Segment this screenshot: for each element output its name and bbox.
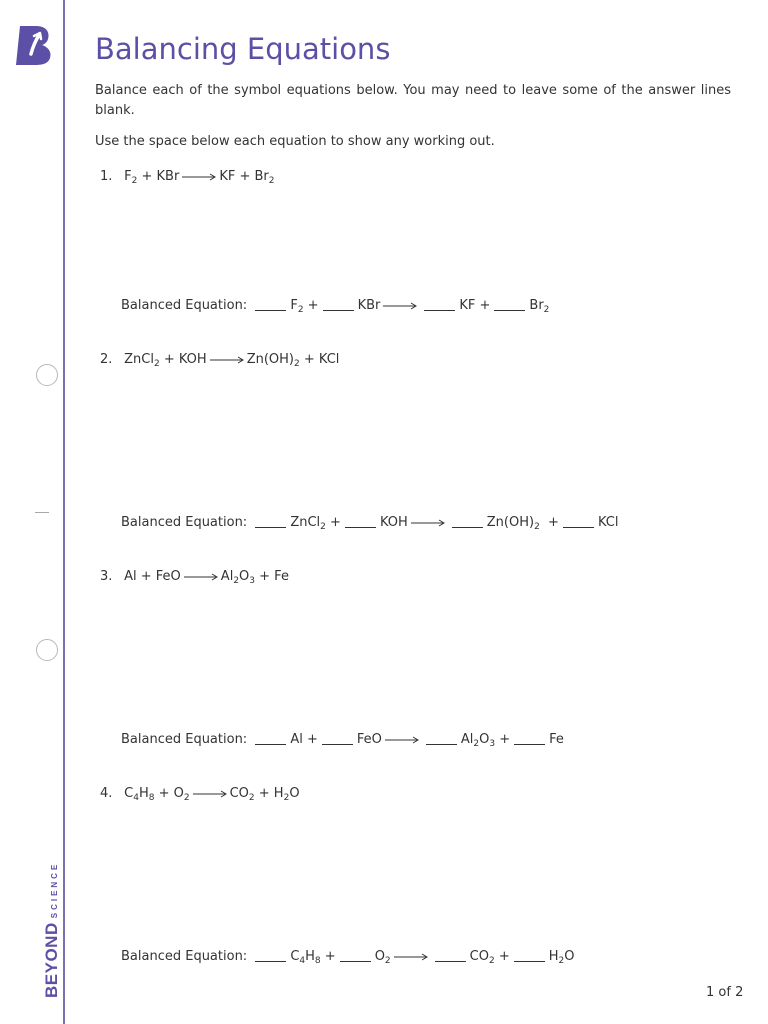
- arrow-icon: [385, 736, 419, 744]
- answer-blank[interactable]: [322, 744, 353, 745]
- question-number: 2.: [100, 352, 113, 367]
- arrow-icon: [394, 953, 428, 961]
- question-4: 4. $C_4H_8 + O_2$ $CO_2 + H_2O$: [100, 786, 300, 803]
- binder-hole-top: [36, 364, 58, 386]
- arrow-icon: [193, 790, 227, 798]
- answer-blank[interactable]: [494, 310, 525, 311]
- question-1: 1. $F_2$ + KBr KF + $Br_2$: [100, 169, 275, 186]
- fold-mark: [35, 512, 49, 513]
- page-indicator: 1 of 2: [706, 985, 744, 1000]
- margin-line: [63, 0, 65, 1024]
- question-number: 4.: [100, 786, 113, 801]
- answer-blank[interactable]: [255, 744, 286, 745]
- balanced-equation-2: Balanced Equation: ZnCl$_2$ + KOH $Zn(OH)_2$ + KCl: [121, 515, 619, 532]
- answer-blank[interactable]: [255, 310, 286, 311]
- question-number: 1.: [100, 169, 113, 184]
- page-title: Balancing Equations: [95, 32, 391, 66]
- answer-blank[interactable]: [452, 527, 483, 528]
- arrow-icon: [411, 519, 445, 527]
- balanced-label: Balanced Equation:: [121, 949, 248, 964]
- arrow-icon: [383, 302, 417, 310]
- arrow-icon: [182, 173, 216, 181]
- instructions-working: Use the space below each equation to show any working out.: [95, 134, 495, 149]
- balanced-equation-3: Balanced Equation: Al + FeO $Al_2O_3 + Fe$: [121, 732, 564, 749]
- question-3: 3. Al + FeO $Al_2O_3 + Fe$: [100, 569, 289, 586]
- beyond-logo-icon: [14, 24, 54, 66]
- answer-blank[interactable]: [255, 527, 286, 528]
- answer-blank[interactable]: [563, 527, 594, 528]
- answer-blank[interactable]: [255, 961, 286, 962]
- balanced-equation-1: Balanced Equation: $F_2$ + KBr KF + $Br_2$: [121, 298, 550, 315]
- answer-blank[interactable]: [435, 961, 466, 962]
- balanced-label: Balanced Equation:: [121, 298, 248, 313]
- brand-sub: SCIENCE: [50, 861, 59, 919]
- question-2: 2. ZnCl$_2$ + KOH $Zn(OH)_2$ + KCl: [100, 352, 340, 369]
- balanced-equation-4: Balanced Equation: $C_4H_8 + O_2$ $CO_2 + H_2O$: [121, 949, 575, 966]
- balanced-label: Balanced Equation:: [121, 732, 248, 747]
- question-number: 3.: [100, 569, 113, 584]
- arrow-icon: [210, 356, 244, 364]
- answer-blank[interactable]: [345, 527, 376, 528]
- answer-blank[interactable]: [340, 961, 371, 962]
- instructions-balance: Balance each of the symbol equations below. You may need to leave some of the answer lines blank.: [95, 83, 731, 118]
- answer-blank[interactable]: [426, 744, 457, 745]
- arrow-icon: [184, 573, 218, 581]
- answer-blank[interactable]: [424, 310, 455, 311]
- binder-hole-bottom: [36, 639, 58, 661]
- brand-main: BEYOND: [42, 922, 61, 998]
- answer-blank[interactable]: [323, 310, 354, 311]
- answer-blank[interactable]: [514, 961, 545, 962]
- brand-vertical: [42, 862, 62, 998]
- balanced-label: Balanced Equation:: [121, 515, 248, 530]
- answer-blank[interactable]: [514, 744, 545, 745]
